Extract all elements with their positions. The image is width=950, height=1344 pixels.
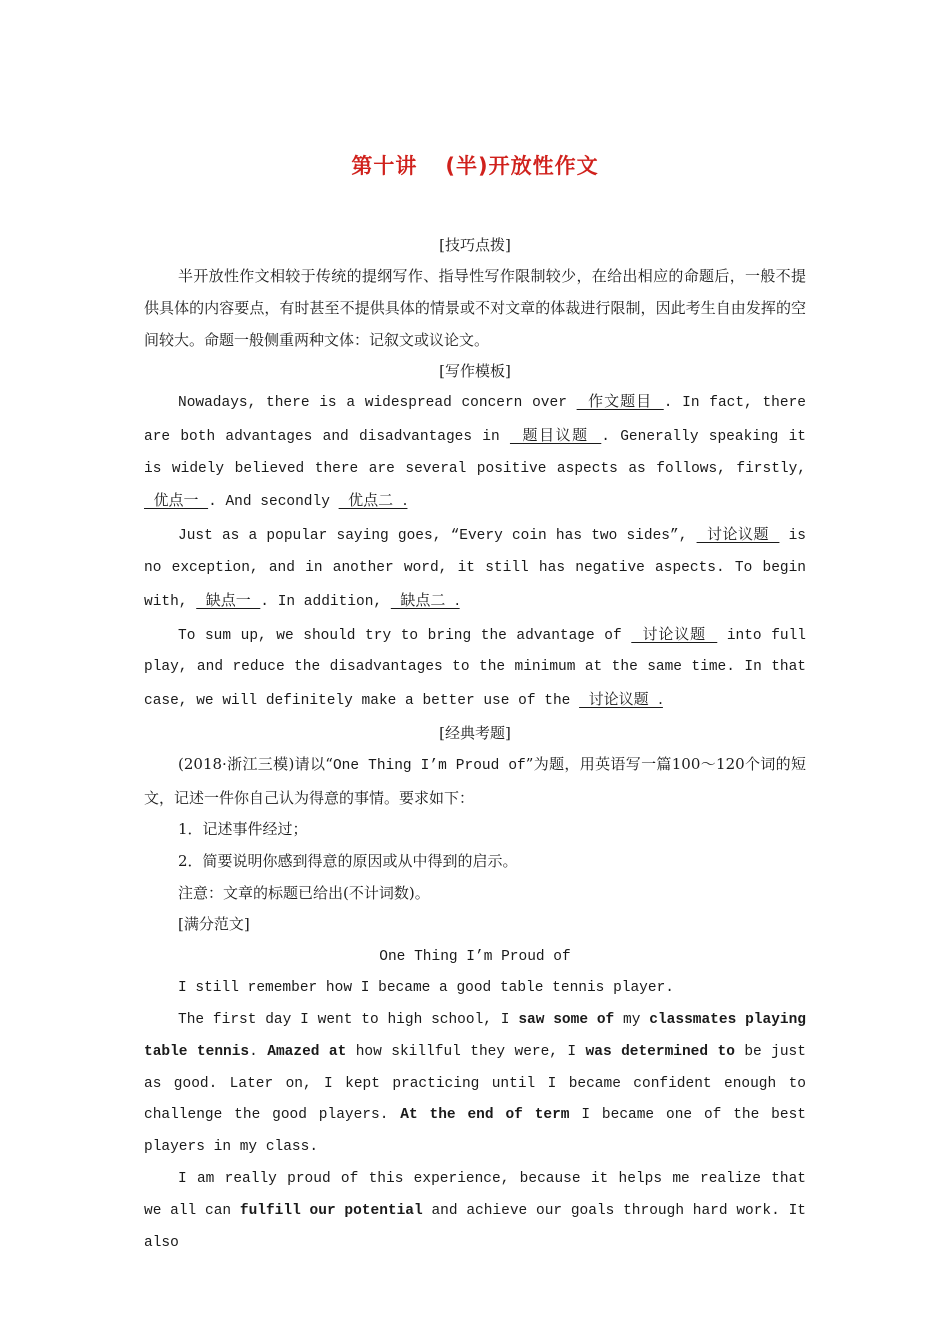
blank-advantage-1: 优点一 <box>144 491 209 510</box>
template-text: is no exception, and in another word, it still has negative aspects. To begin with, <box>144 528 806 610</box>
requirement-item-2: 2．简要说明你感到得意的原因或从中得到的启示。 <box>178 851 518 870</box>
key-phrase: saw some of <box>518 1011 615 1028</box>
model-essay-heading: [满分范文] <box>178 915 250 934</box>
exam-prompt <box>144 748 806 814</box>
section-heading-tips: [技巧点拨] <box>439 236 511 254</box>
essay-title: One Thing I’m Proud of <box>379 949 571 966</box>
exam-prompt-title: One Thing I’m Proud of <box>332 757 526 774</box>
exam-prompt-text: (2018·浙江三模)请以“ <box>178 754 333 773</box>
template-paragraph-2 <box>144 519 806 618</box>
template-text: . Generally speaking it is widely believed there are several positive aspects as follows, firstly, <box>144 428 807 477</box>
key-phrase: classmates playing table tennis <box>144 1011 806 1060</box>
essay-paragraph-3 <box>144 1164 806 1259</box>
essay-text: . <box>249 1043 268 1060</box>
blank-topic-issue: 题目议题 <box>509 425 602 444</box>
template-text: To sum up, we should try to bring the advantage of <box>178 627 632 644</box>
page-title <box>144 150 806 180</box>
blank-discussion-topic: 讨论议题 <box>696 525 780 544</box>
exam-prompt-text: ”为题，用英语写一篇100～120个词的短文，记述一件你自己认为得意的事情。要求如下： <box>144 754 806 807</box>
title-topic: (半)开放性作文 <box>445 154 599 178</box>
tips-paragraph: 半开放性作文相较于传统的提纲写作、指导性写作限制较少，在给出相应的命题后，一般不提供具体的内容要点，有时甚至不提供具体的情景或不对文章的体裁进行限制，因此考生自由发挥的空间较大。命题一般侧重两种文体：记叙文或议论文。 <box>144 267 806 349</box>
essay-text: and achieve our goals through hard work. It also <box>144 1202 806 1251</box>
essay-text: I became one of the best players in my class. <box>144 1107 806 1156</box>
template-paragraph-1 <box>144 386 806 519</box>
key-phrase: At the end of term <box>400 1107 570 1124</box>
essay-text: be just as good. Later on, I kept practicing until I became confident enough to challenge the good players. <box>144 1043 806 1124</box>
blank-essay-topic: 作文题目 <box>576 392 664 410</box>
requirement-item-1: 1．记述事件经过； <box>178 819 308 838</box>
essay-text: how skillful they were, I <box>346 1043 586 1060</box>
template-text: into full play, and reduce the disadvantages to the minimum at the same time. In that case, we will definitely make a better use of the <box>144 627 807 710</box>
template-text: Nowadays, there is a widespread concern over <box>178 395 577 411</box>
section-heading-exam: [经典考题] <box>439 723 511 742</box>
essay-paragraph-2 <box>144 1005 806 1164</box>
essay-paragraph-1: I still remember how I became a good table tennis player. <box>178 980 674 997</box>
title-lecture-number: 第十讲 <box>351 154 418 178</box>
document-page <box>144 150 806 1259</box>
key-phrase: Amazed at <box>267 1043 347 1060</box>
blank-discussion-topic: 讨论议题 . <box>579 690 663 709</box>
key-phrase: was determined to <box>585 1043 735 1060</box>
key-phrase: fulfill our potential <box>239 1202 423 1219</box>
blank-disadvantage-2: 缺点二 . <box>390 590 460 609</box>
section-heading-template: [写作模板] <box>439 362 511 380</box>
template-text: . In fact, there are both advantages and disadvantages in <box>144 395 806 445</box>
blank-discussion-topic: 讨论议题 <box>631 624 718 643</box>
essay-text: The first day I went to high school, I <box>178 1011 519 1028</box>
blank-disadvantage-1: 缺点一 <box>196 590 261 609</box>
template-text: . In addition, <box>260 593 391 610</box>
template-paragraph-3 <box>144 619 806 718</box>
exam-note: 注意：文章的标题已给出(不计词数)。 <box>178 883 430 902</box>
essay-text: I am really proud of this experience, because it helps me realize that we all can <box>144 1170 806 1219</box>
template-text: . And secondly <box>208 494 339 511</box>
blank-advantage-2: 优点二 . <box>338 491 408 510</box>
template-text: Just as a popular saying goes, “Every coin has two sides”, <box>178 528 697 545</box>
essay-text: my <box>614 1011 650 1028</box>
